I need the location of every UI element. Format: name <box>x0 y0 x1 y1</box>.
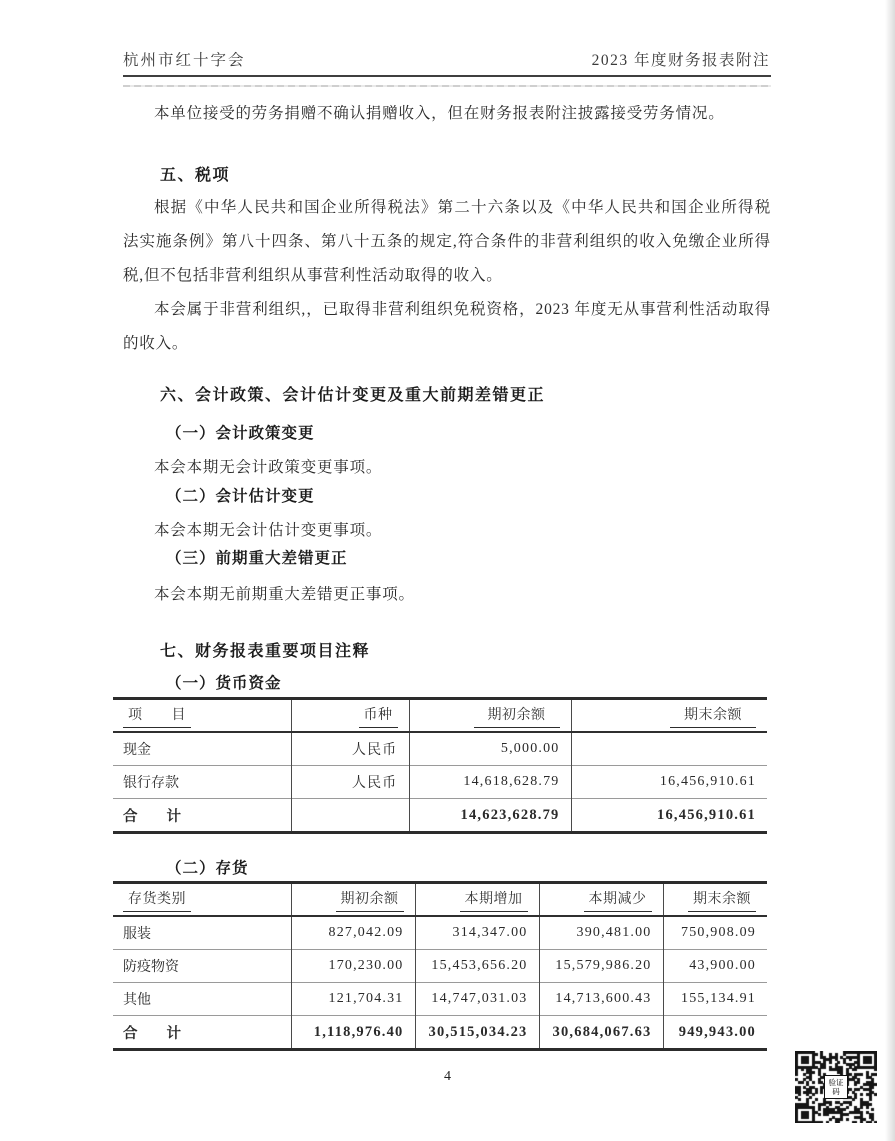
table-header-cell <box>539 883 663 917</box>
subsection-title-monetary-funds: （一）货币资金 <box>166 675 282 692</box>
table-cell: 827,042.09 <box>291 916 415 950</box>
table-cell: 43,900.00 <box>663 950 767 983</box>
table-row <box>113 950 767 983</box>
table-cell: 人民币 <box>291 766 409 799</box>
scan-edge-shadow <box>885 0 895 1141</box>
table-row <box>113 732 767 766</box>
column-label: 存货类别 <box>123 888 191 912</box>
table-header-row <box>113 883 767 917</box>
table-cell: 5,000.00 <box>409 732 571 766</box>
column-label: 期末余额 <box>688 888 756 912</box>
column-label: 项 目 <box>123 704 191 728</box>
table-cell: 16,456,910.61 <box>571 766 767 799</box>
table-cell: 银行存款 <box>113 766 291 799</box>
table-cell: 155,134.91 <box>663 983 767 1016</box>
column-label: 期初余额 <box>336 888 404 912</box>
table-cell: 1,118,976.40 <box>291 1016 415 1050</box>
table-cell: 14,747,031.03 <box>415 983 539 1016</box>
table-cell: 防疫物资 <box>113 950 291 983</box>
paragraph-error-correction: 本会本期无前期重大差错更正事项。 <box>154 586 415 603</box>
paragraph-policy-change: 本会本期无会计政策变更事项。 <box>154 459 383 476</box>
table-cell: 其他 <box>113 983 291 1016</box>
table-header-cell <box>571 699 767 733</box>
table-header-cell <box>113 699 291 733</box>
table-cell: 14,713,600.43 <box>539 983 663 1016</box>
table-header-cell <box>663 883 767 917</box>
column-label: 币种 <box>359 704 398 728</box>
table-cell: 16,456,910.61 <box>571 799 767 833</box>
section-title-statement-notes: 七、财务报表重要项目注释 <box>160 643 371 660</box>
table-header-cell <box>415 883 539 917</box>
section-title-accounting-changes: 六、会计政策、会计估计变更及重大前期差错更正 <box>160 387 546 404</box>
table-cell: 949,943.00 <box>663 1016 767 1050</box>
inventory-table <box>113 881 767 1051</box>
header-org-name: 杭州市红十字会 <box>123 52 246 69</box>
table-cell <box>571 732 767 766</box>
table-row <box>113 916 767 950</box>
table-header-cell <box>113 883 291 917</box>
subsection-title-inventory: （二）存货 <box>166 860 249 877</box>
table-cell: 314,347.00 <box>415 916 539 950</box>
table-header-cell <box>291 699 409 733</box>
column-label: 期末余额 <box>670 704 756 728</box>
subsection-title-error-correction: （三）前期重大差错更正 <box>166 550 348 567</box>
column-label: 本期减少 <box>584 888 652 912</box>
table-cell <box>291 799 409 833</box>
subsection-title-estimate-change: （二）会计估计变更 <box>166 488 315 505</box>
page-number: 4 <box>444 1069 451 1084</box>
table-cell: 121,704.31 <box>291 983 415 1016</box>
table-cell: 14,623,628.79 <box>409 799 571 833</box>
subsection-title-policy-change: （一）会计政策变更 <box>166 425 315 442</box>
table-cell: 30,515,034.23 <box>415 1016 539 1050</box>
table-cell: 15,453,656.20 <box>415 950 539 983</box>
qr-center-label: 验证码 <box>824 1075 848 1099</box>
table-cell: 750,908.09 <box>663 916 767 950</box>
table-cell: 现金 <box>123 743 151 758</box>
table-row <box>113 983 767 1016</box>
table-cell: 服装 <box>123 927 151 942</box>
table-total-row <box>113 799 767 833</box>
section-title-tax: 五、税项 <box>160 167 231 184</box>
paragraph-services-donation: 本单位接受的劳务捐赠不确认捐赠收入，但在财务报表附注披露接受劳务情况。 <box>154 105 725 122</box>
table-header-cell <box>409 699 571 733</box>
table-cell: 人民币 <box>291 732 409 766</box>
table-header-row <box>113 699 767 733</box>
table-cell: 合 计 <box>113 1016 291 1050</box>
table-cell: 15,579,986.20 <box>539 950 663 983</box>
paragraph-tax-law: 根据《中华人民共和国企业所得税法》第二十六条以及《中华人民共和国企业所得税法实施条例》第八十四条、第八十五条的规定,符合条件的非营利组织的收入免缴企业所得税,但不包括非营利组织从事营利性活动取得的收入。 <box>123 199 771 284</box>
table-cell: 170,230.00 <box>291 950 415 983</box>
column-label: 本期增加 <box>460 888 528 912</box>
table-row <box>113 766 767 799</box>
monetary-funds-table <box>113 697 767 834</box>
paragraph-estimate-change: 本会本期无会计估计变更事项。 <box>154 522 383 539</box>
table-total-row <box>113 1016 767 1050</box>
table-cell: 30,684,067.63 <box>539 1016 663 1050</box>
column-label: 期初余额 <box>474 704 560 728</box>
header-rule <box>123 75 771 77</box>
table-header-cell <box>291 883 415 917</box>
header-doc-title: 2023 年度财务报表附注 <box>591 52 770 69</box>
table-cell: 合 计 <box>113 799 291 833</box>
qr-code <box>795 1051 877 1123</box>
header-rule-faint <box>123 85 771 87</box>
table-cell: 390,481.00 <box>539 916 663 950</box>
table-cell: 14,618,628.79 <box>409 766 571 799</box>
paragraph-tax-status: 本会属于非营利组织,，已取得非营利组织免税资格，2023 年度无从事营利性活动取得的收入。 <box>123 301 771 352</box>
